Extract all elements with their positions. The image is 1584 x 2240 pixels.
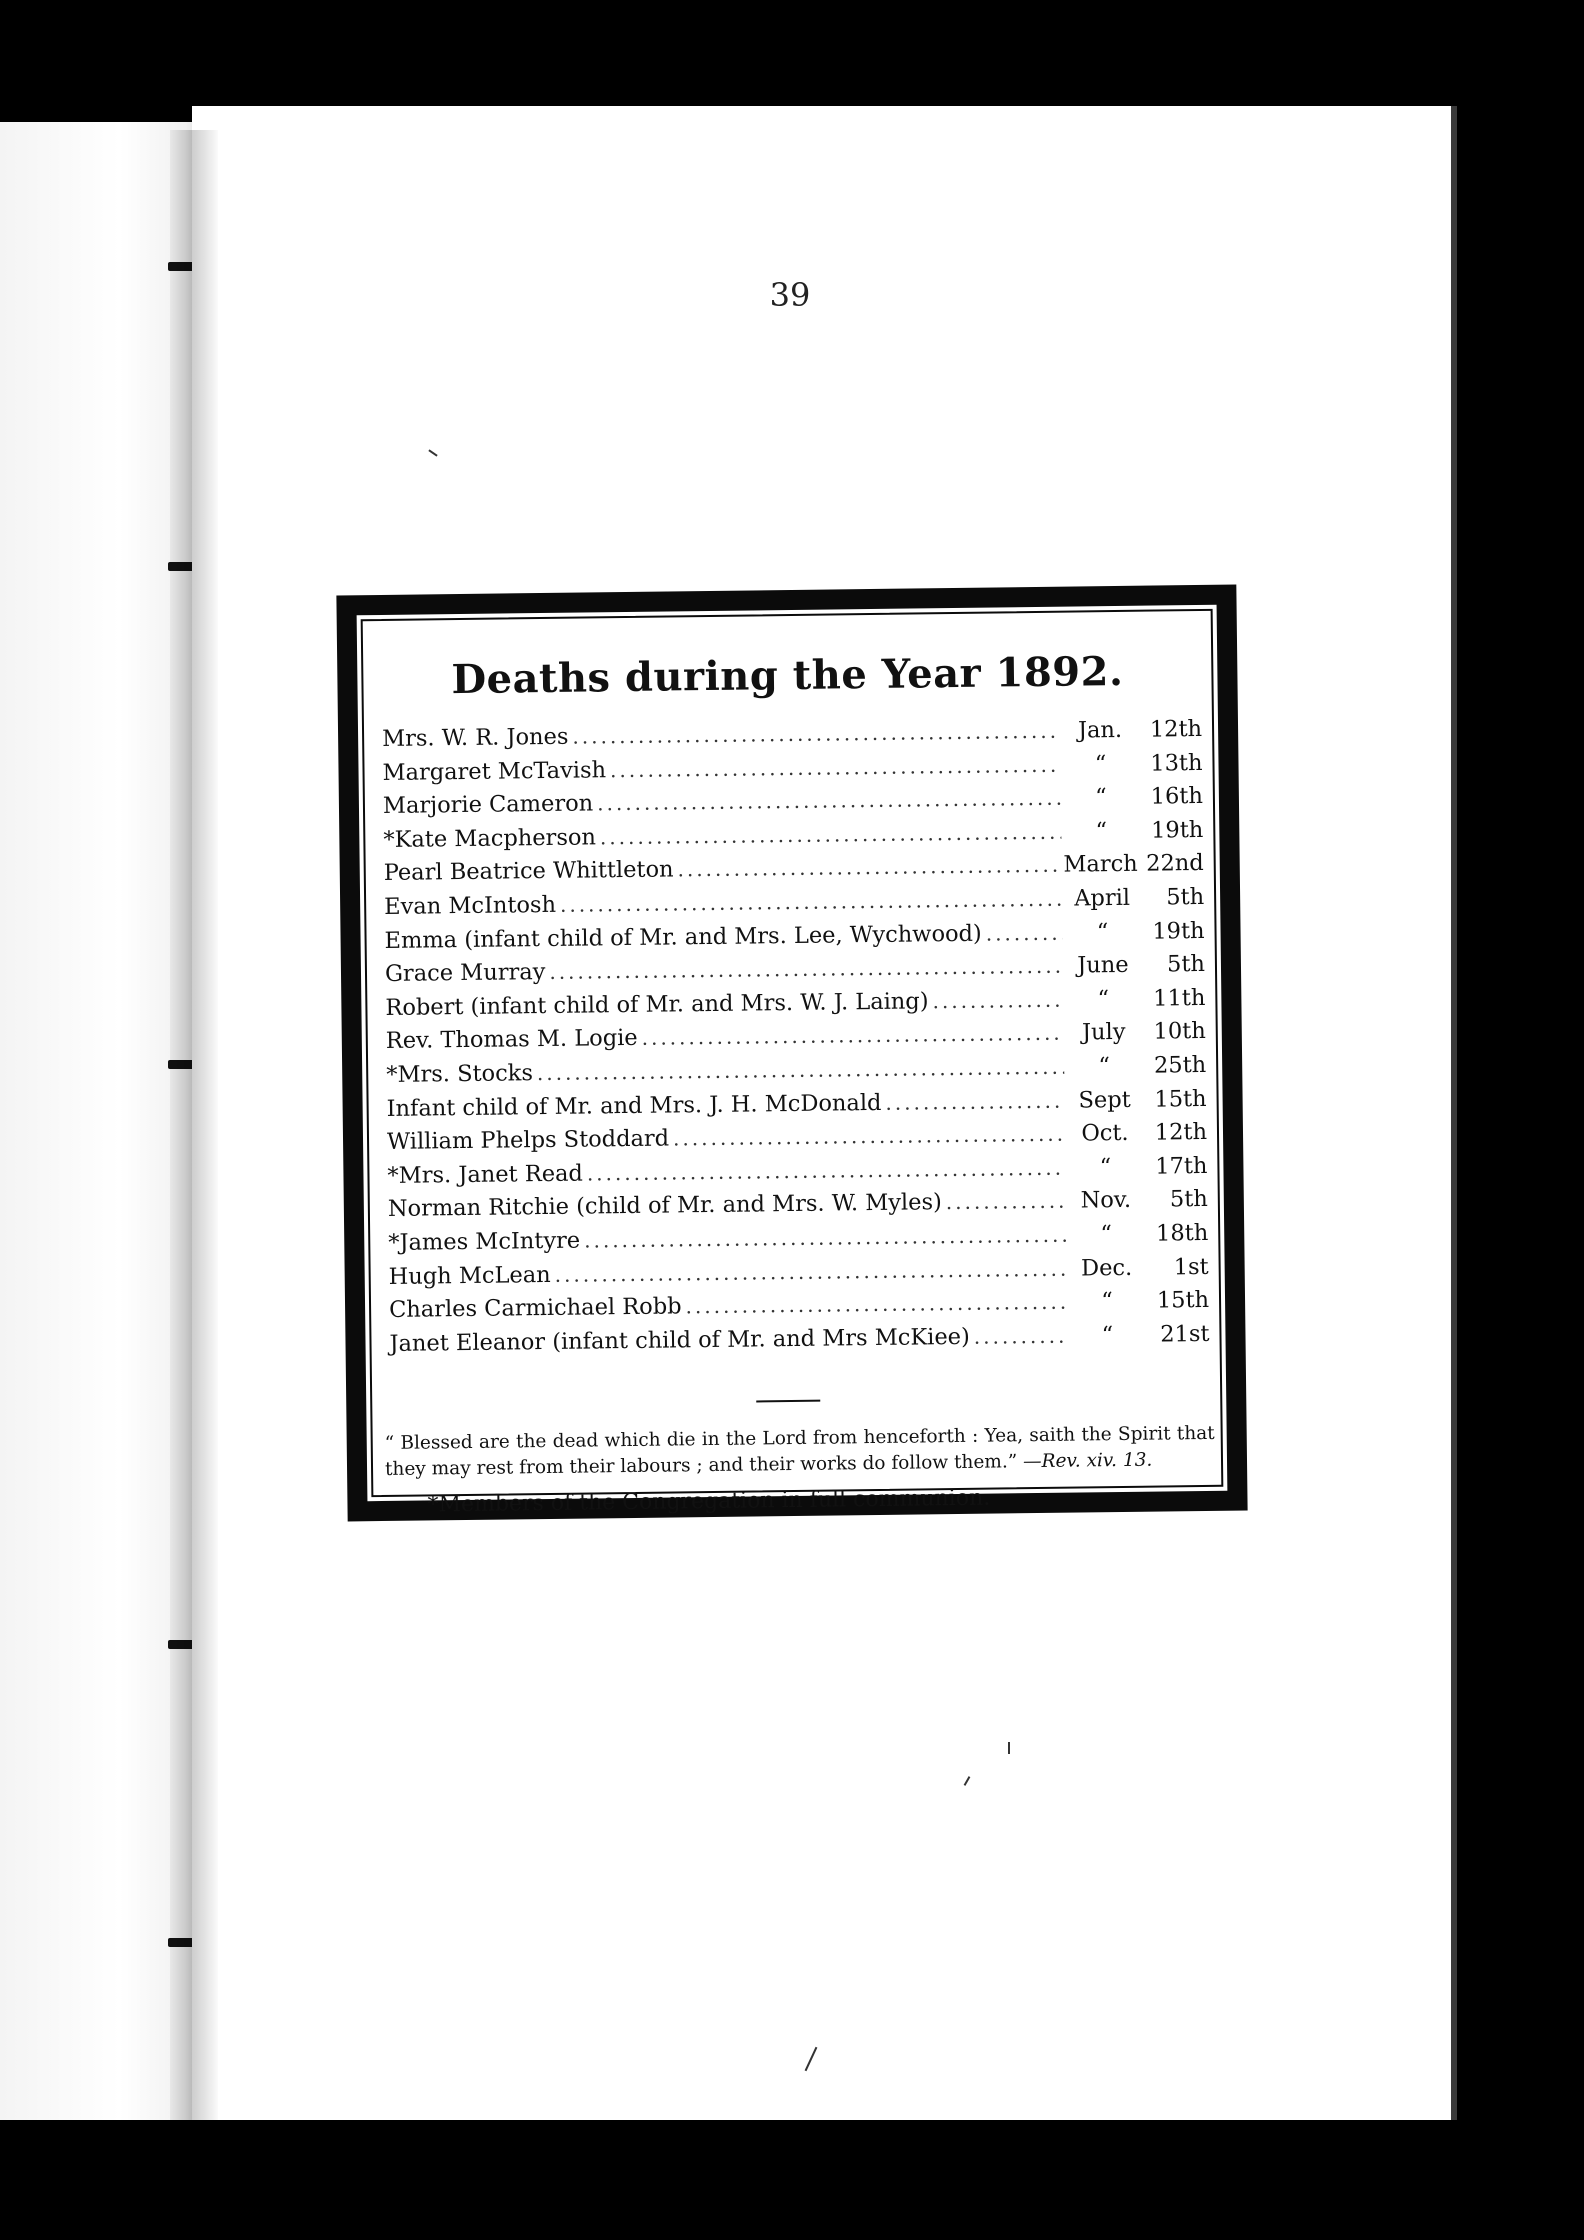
entry-name: William Phelps Stoddard	[386, 1125, 670, 1156]
entry-month: “	[1100, 1221, 1113, 1248]
entry-day: 13th	[1150, 749, 1203, 777]
entry-name: Hugh McLean	[388, 1261, 551, 1290]
entry-day: 17th	[1155, 1152, 1208, 1180]
dot-leader	[685, 1286, 1067, 1324]
dot-leader	[885, 1084, 1065, 1120]
entry-month: “	[1098, 1053, 1111, 1080]
entry-name: Margaret McTavish	[382, 756, 607, 786]
entry-month: “	[1094, 750, 1107, 777]
entry-name: Mrs. W. R. Jones	[381, 723, 569, 752]
entry-day: 15th	[1154, 1085, 1207, 1113]
entry-day: 10th	[1153, 1018, 1206, 1045]
entry-day: 5th	[1166, 951, 1206, 978]
entry-month: Dec.	[1080, 1254, 1133, 1281]
entry-name: Evan McIntosh	[384, 891, 557, 920]
dot-leader	[673, 1118, 1065, 1156]
entry-day: 19th	[1152, 917, 1205, 945]
entry-month: April	[1074, 884, 1131, 912]
entry-day: 16th	[1150, 783, 1204, 810]
entry-name: *James McIntyre	[388, 1227, 581, 1256]
dot-leader	[946, 1185, 1066, 1220]
entry-month: “	[1099, 1153, 1112, 1180]
entry-name: *Mrs. Janet Read	[387, 1160, 584, 1189]
entry-month: July	[1081, 1019, 1126, 1046]
entry-name: Charles Carmichael Robb	[388, 1293, 682, 1324]
entry-name: Pearl Beatrice Whittleton	[383, 856, 674, 887]
page-number: 39	[769, 276, 811, 314]
entry-day: 15th	[1156, 1287, 1210, 1314]
entry-day: 5th	[1166, 883, 1205, 911]
entry-month: “	[1095, 817, 1108, 845]
dot-leader	[597, 782, 1061, 821]
dot-leader	[600, 815, 1062, 854]
entry-month: June	[1077, 952, 1129, 979]
entry-name: Marjorie Cameron	[382, 790, 594, 820]
mourning-border-frame	[336, 585, 1247, 1522]
dot-leader	[974, 1319, 1068, 1354]
gutter-shadow	[170, 130, 218, 2120]
entry-name: Janet Eleanor (infant child of Mr. and Mrs McKiee)	[389, 1323, 970, 1357]
entry-month: “	[1096, 918, 1109, 945]
notice-heading: Deaths during the Year 1892.	[451, 647, 1124, 704]
dot-leader	[610, 748, 1061, 787]
dot-leader	[641, 1017, 1064, 1056]
entry-month: “	[1101, 1321, 1114, 1348]
entry-month: Sept	[1078, 1086, 1131, 1114]
entry-month: Oct.	[1081, 1120, 1129, 1147]
deaths-list	[382, 713, 1210, 1361]
entry-day: 25th	[1153, 1051, 1207, 1079]
entry-name: Grace Murray	[384, 959, 546, 988]
entry-month: March	[1063, 851, 1138, 879]
entry-day: 11th	[1153, 984, 1206, 1012]
entry-day: 22nd	[1146, 850, 1204, 878]
entry-name: *Mrs. Stocks	[386, 1060, 534, 1088]
entry-name: Infant child of Mr. and Mrs. J. H. McDonald	[386, 1089, 882, 1122]
communion-footnote: *Members of the Congregation in full communion.	[427, 1485, 991, 1518]
entry-name: Rev. Thomas M. Logie	[385, 1025, 638, 1055]
entry-day: 19th	[1150, 816, 1204, 844]
entry-month: “	[1094, 784, 1107, 811]
entry-day: 1st	[1173, 1253, 1209, 1280]
verse-text: “ Blessed are the dead which die in the Lord from henceforth : Yea, saith the Spirit that they may rest from their labours ; and their works do follow them.”	[384, 1422, 1215, 1481]
dot-leader	[932, 983, 1063, 1018]
entry-day: 21st	[1160, 1320, 1210, 1348]
entry-day: 5th	[1169, 1186, 1208, 1213]
entry-name: Norman Ritchie (child of Mr. and Mrs. W. Myles)	[387, 1189, 942, 1223]
entry-name: *Kate Macpherson	[383, 824, 597, 853]
entry-day: 12th	[1154, 1119, 1208, 1146]
verse-citation: —Rev. xiv. 13.	[1022, 1449, 1153, 1473]
entry-name: Robert (infant child of Mr. and Mrs. W. J. Laing)	[385, 988, 929, 1021]
dot-leader	[677, 849, 1059, 887]
entry-month: Nov.	[1080, 1187, 1132, 1214]
entry-month: “	[1101, 1288, 1113, 1315]
entry-month: Jan.	[1077, 716, 1123, 744]
entry-month: “	[1097, 985, 1110, 1013]
scripture-verse	[385, 1421, 1216, 1483]
entry-name: Emma (infant child of Mr. and Mrs. Lee, Wychwood)	[384, 920, 982, 954]
dot-leader	[986, 916, 1063, 951]
entry-day: 18th	[1155, 1219, 1209, 1247]
dust-speck	[1008, 1742, 1010, 1754]
entry-day: 12th	[1149, 715, 1203, 743]
